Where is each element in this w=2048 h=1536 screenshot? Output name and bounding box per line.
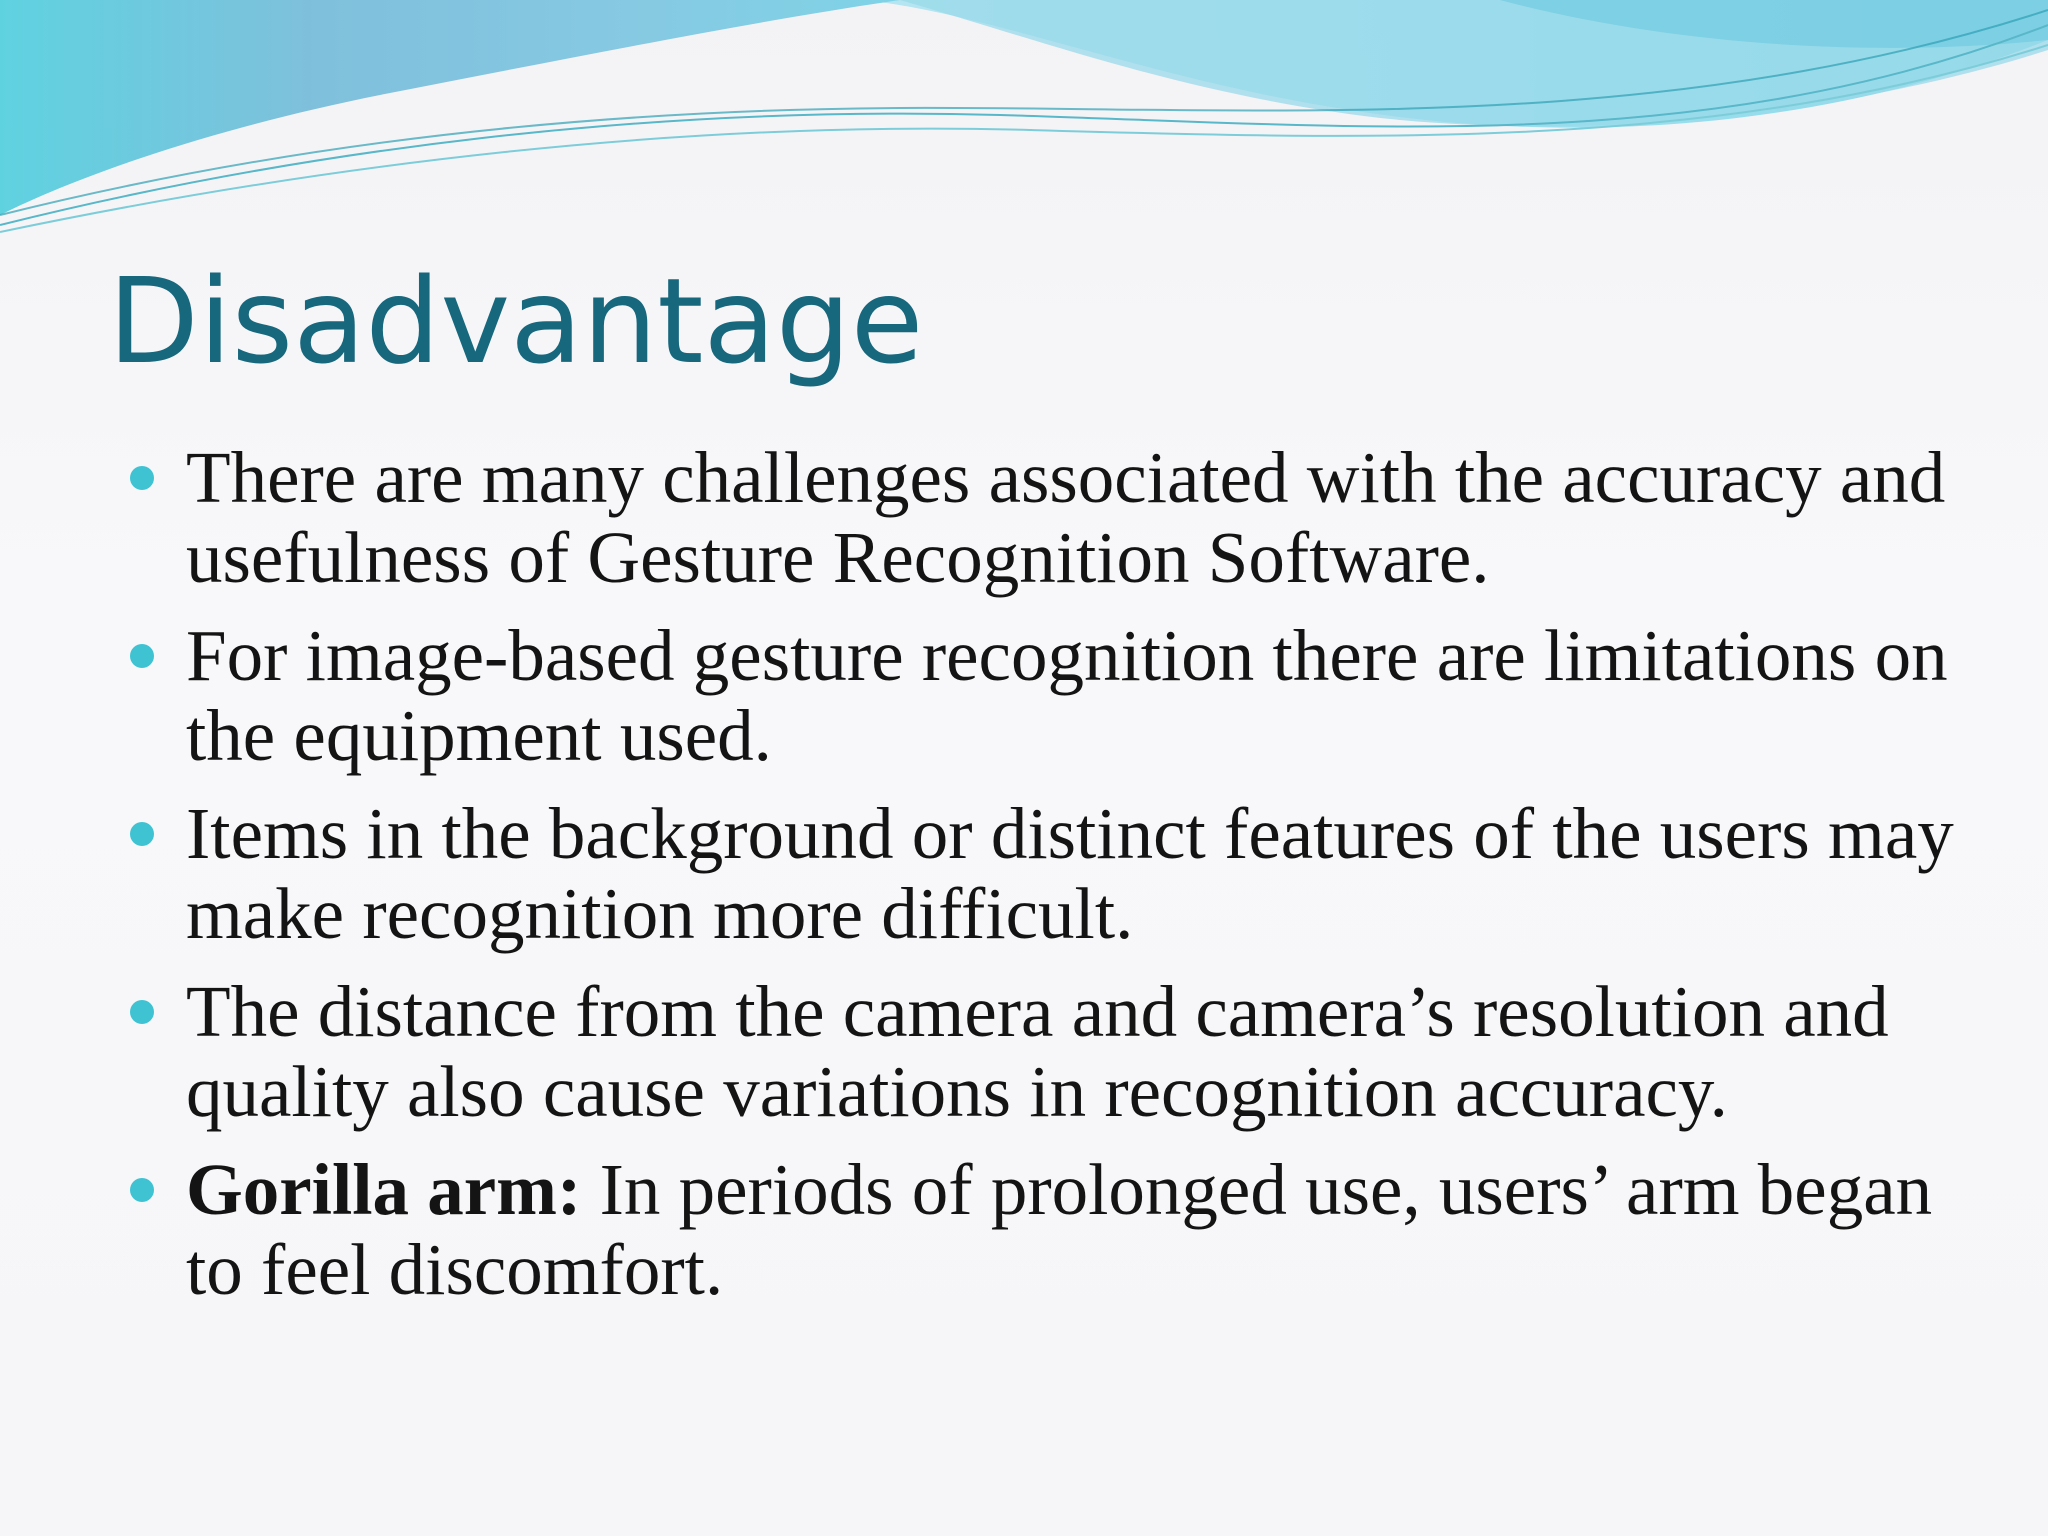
bullet-text: In periods of prolonged use, users’ arm began to feel discomfort. xyxy=(186,1149,1933,1310)
bullet-text: Items in the background or distinct features of the users may make recognition more difficult. xyxy=(186,793,1954,954)
bullet-text: There are many challenges associated with the accuracy and usefulness of Gesture Recognition Software. xyxy=(186,437,1946,598)
bullet-dot-icon xyxy=(130,644,154,668)
bullet-dot-icon xyxy=(130,466,154,490)
bullet-item xyxy=(130,438,1990,598)
bullet-item xyxy=(130,616,1990,776)
bullet-dot-icon xyxy=(130,822,154,846)
bullet-list xyxy=(130,438,1990,1328)
bullet-dot-icon xyxy=(130,1178,154,1202)
bullet-text: The distance from the camera and camera’s resolution and quality also cause variations in recognition accuracy. xyxy=(186,971,1889,1132)
slide-title: Disadvantage xyxy=(108,252,924,390)
bullet-item xyxy=(130,1150,1990,1310)
bullet-item xyxy=(130,972,1990,1132)
header-wave-decoration xyxy=(0,0,2048,260)
bullet-bold-term: Gorilla arm: xyxy=(186,1149,582,1230)
bullet-dot-icon xyxy=(130,1000,154,1024)
bullet-text: For image-based gesture recognition there are limitations on the equipment used. xyxy=(186,615,1948,776)
bullet-item xyxy=(130,794,1990,954)
